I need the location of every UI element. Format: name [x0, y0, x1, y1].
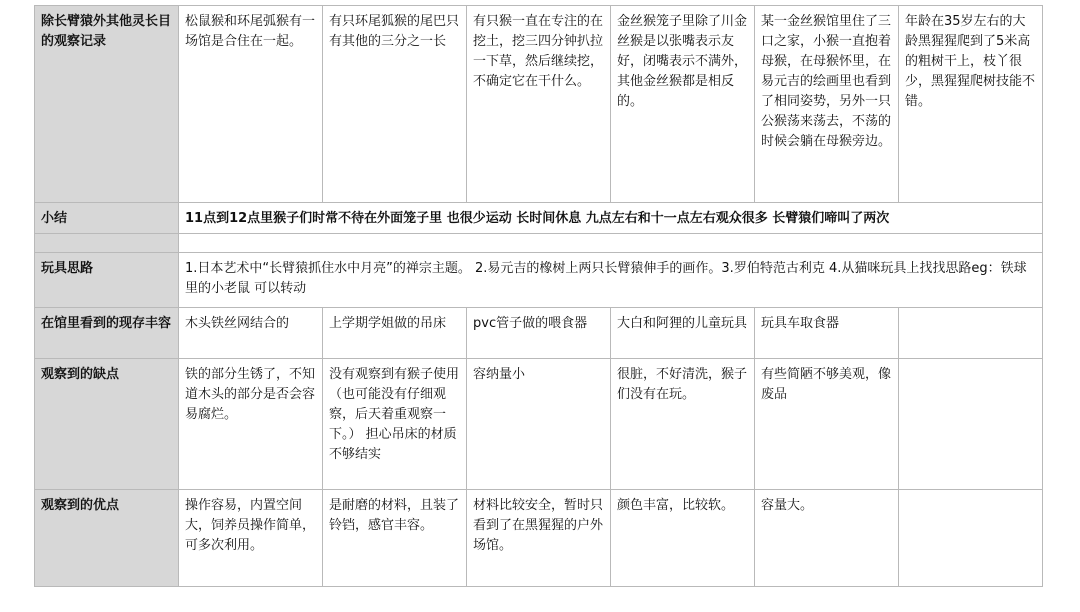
table-cell: 年龄在35岁左右的大龄黑猩猩爬到了5米高的粗树干上，枝丫很少，黑猩猩爬树技能不错。: [899, 6, 1043, 203]
row-label-summary: 小结: [35, 203, 179, 234]
summary-cell: 11点到12点里猴子们时常不待在外面笼子里 也很少运动 长时间休息 九点左右和十一点左右观众很多 长臂猿们啼叫了两次: [179, 203, 1043, 234]
row-label-defects: 观察到的缺点: [35, 359, 179, 490]
table-cell: [899, 359, 1043, 490]
row-label-observation: 除长臂猿外其他灵长目的观察记录: [35, 6, 179, 203]
table-cell: 某一金丝猴馆里住了三口之家，小猴一直抱着母猴，在母猴怀里，在易元吉的绘画里也看到了相同姿势，另外一只公猴荡来荡去，不荡的时候会躺在母猴旁边。: [755, 6, 899, 203]
table-cell: 有只猴一直在专注的在挖土，挖三四分钟扒拉一下草，然后继续挖，不确定它在干什么。: [467, 6, 611, 203]
row-label-empty: [35, 234, 179, 253]
row-label-existing: 在馆里看到的现存丰容: [35, 308, 179, 359]
table-cell: 是耐磨的材料，且装了铃铛，感官丰容。: [323, 490, 467, 587]
table-cell: 操作容易，内置空间大，饲养员操作简单，可多次利用。: [179, 490, 323, 587]
table-cell: 没有观察到有猴子使用（也可能没有仔细观察，后天着重观察一下。） 担心吊床的材质不够结实: [323, 359, 467, 490]
table-row: [35, 490, 1043, 587]
toy-ideas-cell: 1.日本艺术中“长臂猿抓住水中月亮”的禅宗主题。 2.易元吉的橡树上两只长臂猿伸手的画作。3.罗伯特范古利克 4.从猫咪玩具上找找思路eg：铁球里的小老鼠 可以转动: [179, 253, 1043, 308]
table-row: [35, 203, 1043, 234]
table-cell: 颜色丰富，比较软。: [611, 490, 755, 587]
table-cell: 木头铁丝网结合的: [179, 308, 323, 359]
row-label-toy-ideas: 玩具思路: [35, 253, 179, 308]
table-row: [35, 253, 1043, 308]
table-cell: [899, 490, 1043, 587]
table-cell: 很脏，不好清洗，猴子们没有在玩。: [611, 359, 755, 490]
table-cell: 松鼠猴和环尾弧猴有一场馆是合住在一起。: [179, 6, 323, 203]
empty-cell: [179, 234, 1043, 253]
table-row: [35, 308, 1043, 359]
table-cell: 有只环尾狐猴的尾巴只有其他的三分之一长: [323, 6, 467, 203]
observation-sheet: [34, 5, 1043, 587]
table-cell: [899, 308, 1043, 359]
table-cell: 容纳量小: [467, 359, 611, 490]
table-cell: pvc管子做的喂食器: [467, 308, 611, 359]
table-cell: 材料比较安全，暂时只看到了在黑猩猩的户外场馆。: [467, 490, 611, 587]
table-cell: 玩具车取食器: [755, 308, 899, 359]
row-label-merits: 观察到的优点: [35, 490, 179, 587]
table-cell: 大白和阿狸的儿童玩具: [611, 308, 755, 359]
table-row-empty: [35, 234, 1043, 253]
table-cell: 上学期学姐做的吊床: [323, 308, 467, 359]
table-cell: 金丝猴笼子里除了川金丝猴是以张嘴表示友好，闭嘴表示不满外，其他金丝猴都是相反的。: [611, 6, 755, 203]
table-row: [35, 6, 1043, 203]
table-cell: 铁的部分生锈了，不知道木头的部分是否会容易腐烂。: [179, 359, 323, 490]
table-row: [35, 359, 1043, 490]
table-cell: 容量大。: [755, 490, 899, 587]
table-cell: 有些简陋不够美观，像废品: [755, 359, 899, 490]
